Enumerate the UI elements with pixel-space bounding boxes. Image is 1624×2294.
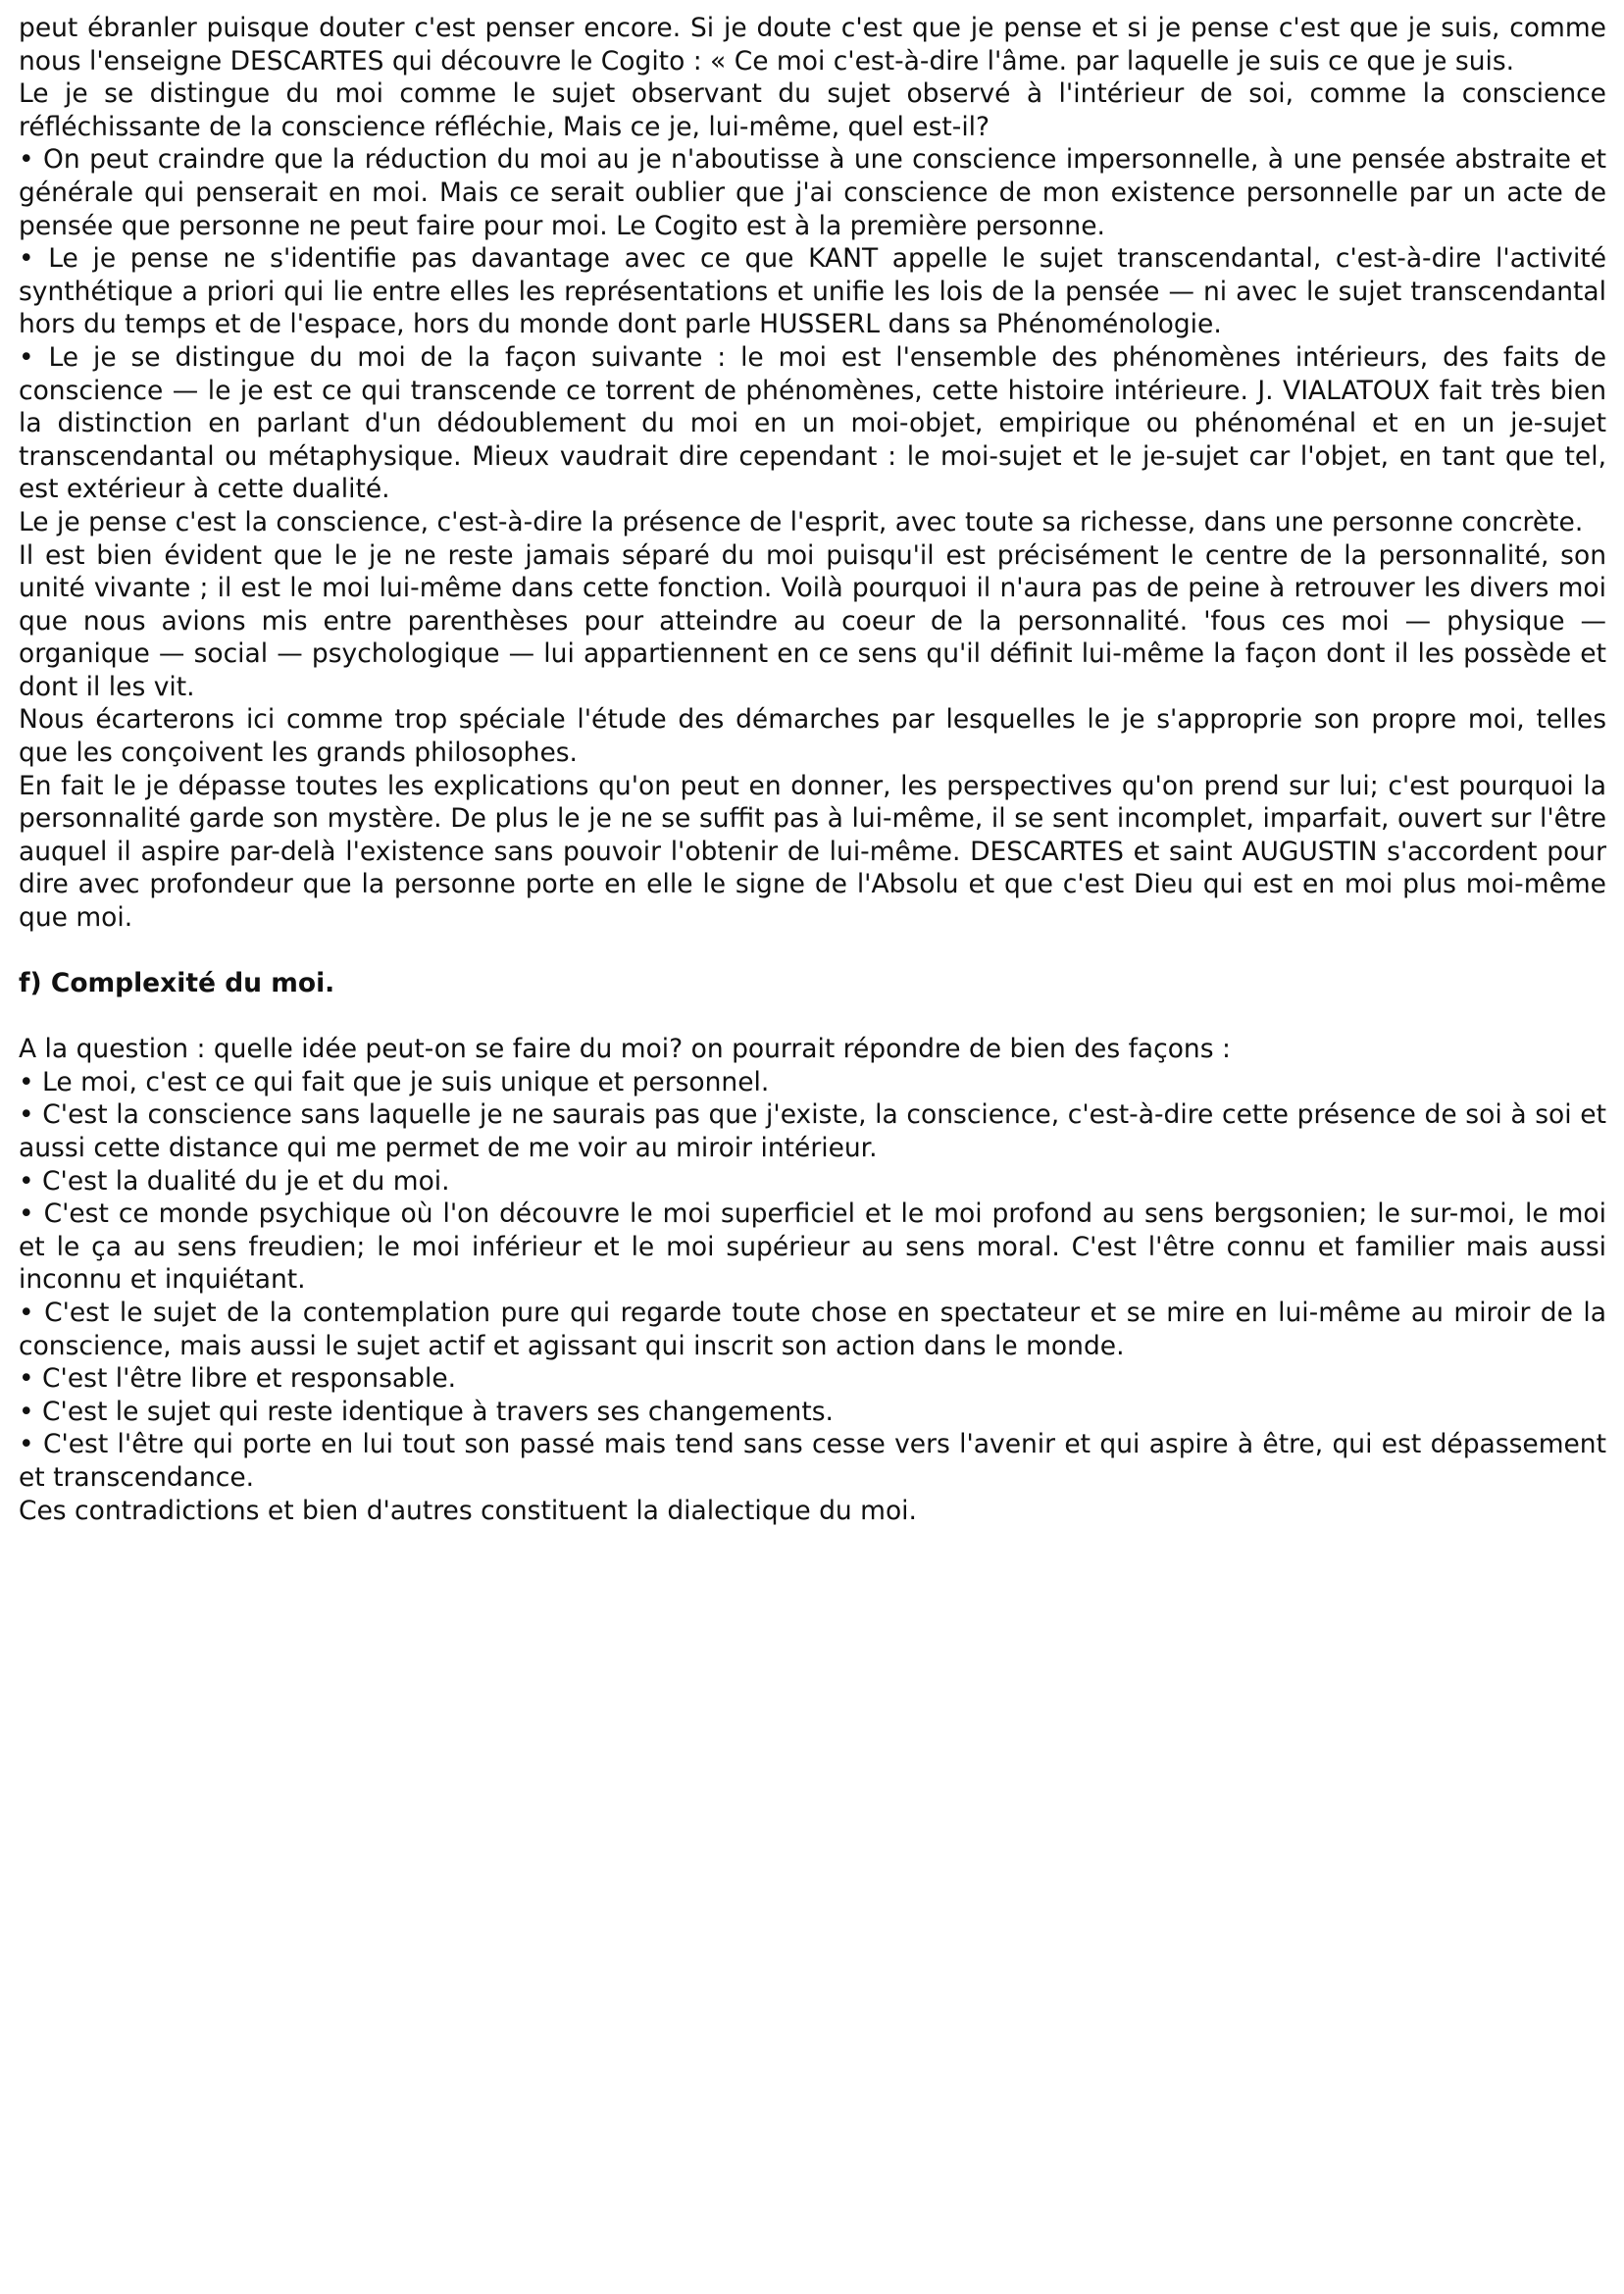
paragraph-impersonal: • On peut craindre que la réduction du moi au je n'aboutisse à une conscience impersonnelle, à une pensée abstraite et générale qui penserait en moi. Mais ce serait oublier que j'ai conscience de mon existence personnelle par un acte de pensée que personne ne peut faire pour moi. Le Cogito est à la première personne. [19, 144, 1606, 241]
paragraph-kant: • Le je pense ne s'identifie pas davantage avec ce que KANT appelle le sujet transcendantal, c'est-à-dire l'activité synthétique a priori qui lie entre elles les représentations et unifie les lois de la pensée — ni avec le sujet transcendantal hors du temps et de l'espace, hors du monde dont parle HUSSERL dans sa Phénoménologie. [19, 243, 1606, 340]
paragraph-je-pense: Le je pense c'est la conscience, c'est-à-dire la présence de l'esprit, avec toute sa richesse, dans une personne concrète. [19, 506, 1584, 537]
document-page [19, 12, 1606, 1527]
list-item-libre: • C'est l'être libre et responsable. [19, 1363, 457, 1395]
list-item-avenir: • C'est l'être qui porte en lui tout son passé mais tend sans cesse vers l'avenir et qui aspire à être, qui est dépassement et transcendance. [19, 1429, 1606, 1493]
paragraph-philosophes: Nous écarterons ici comme trop spéciale l'étude des démarches par lesquelles le je s'approprie son propre moi, telles que les conçoivent les grands philosophes. [19, 704, 1606, 769]
list-item-contemplation: • C'est le sujet de la contemplation pure qui regarde toute chose en spectateur et se mire en lui-même au miroir de la conscience, mais aussi le sujet actif et agissant qui inscrit son action dans le monde. [19, 1297, 1606, 1361]
paragraph-vialatoux: • Le je se distingue du moi de la façon suivante : le moi est l'ensemble des phénomènes intérieurs, des faits de conscience — le je est ce qui transcende ce torrent de phénomènes, cette histoire intérieure. J. VIALATOUX fait très bien la distinction en parlant d'un dédoublement du moi en un moi-objet, empirique ou phénoménal et en un je-sujet transcendantal ou métaphysique. Mieux vaudrait dire cependant : le moi-sujet et le je-sujet car l'objet, en tant que tel, est extérieur à cette dualité. [19, 341, 1606, 505]
list-item-identique: • C'est le sujet qui reste identique à travers ses changements. [19, 1396, 834, 1427]
list-item-unique: • Le moi, c'est ce qui fait que je suis unique et personnel. [19, 1066, 770, 1097]
paragraph-unite-vivante: Il est bien évident que le je ne reste jamais séparé du moi puisqu'il est précisément le centre de la personnalité, son unité vivante ; il est le moi lui-même dans cette fonction. Voilà pourquoi il n'aura pas de peine à retrouver les divers moi que nous avions mis entre parenthèses pour atteindre au coeur de la personnalité. 'fous ces moi — physique — organique — social — psychologique — lui appartiennent en ce sens qu'il définit lui-même la façon dont il les possède et dont il les vit. [19, 539, 1606, 702]
paragraph-je-distinct: Le je se distingue du moi comme le sujet observant du sujet observé à l'intérieur de soi, comme la conscience réfléchissante de la conscience réfléchie, Mais ce je, lui-même, quel est-il? [19, 78, 1606, 142]
list-item-conscience: • C'est la conscience sans laquelle je ne saurais pas que j'existe, la conscience, c'est-à-dire cette présence de soi à soi et aussi cette distance qui me permet de me voir au miroir intérieur. [19, 1099, 1606, 1163]
paragraph-question: A la question : quelle idée peut-on se faire du moi? on pourrait répondre de bien des façons : [19, 1034, 1231, 1065]
section-heading: f) Complexité du moi. [19, 967, 335, 998]
list-item-monde-psychique: • C'est ce monde psychique où l'on découvre le moi superficiel et le moi profond au sens bergsonien; le sur-moi, le moi et le ça au sens freudien; le moi inférieur et le moi supérieur au sens moral. C'est l'être connu et familier mais aussi inconnu et inquiétant. [19, 1198, 1606, 1296]
list-item-dualite: • C'est la dualité du je et du moi. [19, 1165, 450, 1197]
paragraph-conclusion: Ces contradictions et bien d'autres constituent la dialectique du moi. [19, 1495, 917, 1526]
paragraph-cogito: peut ébranler puisque douter c'est penser encore. Si je doute c'est que je pense et si je pense c'est que je suis, comme nous l'enseigne DESCARTES qui découvre le Cogito : « Ce moi c'est-à-dire l'âme. par laquelle je suis ce que je suis. [19, 13, 1606, 76]
paragraph-mystere: En fait le je dépasse toutes les explications qu'on peut en donner, les perspectives qu'on prend sur lui; c'est pourquoi la personnalité garde son mystère. De plus le je ne se suffit pas à lui-même, il se sent incomplet, imparfait, ouvert sur l'être auquel il aspire par-delà l'existence sans pouvoir l'obtenir de lui-même. DESCARTES et saint AUGUSTIN s'accordent pour dire avec profondeur que la personne porte en elle le signe de l'Absolu et que c'est Dieu qui est en moi plus moi-même que moi. [19, 770, 1606, 934]
